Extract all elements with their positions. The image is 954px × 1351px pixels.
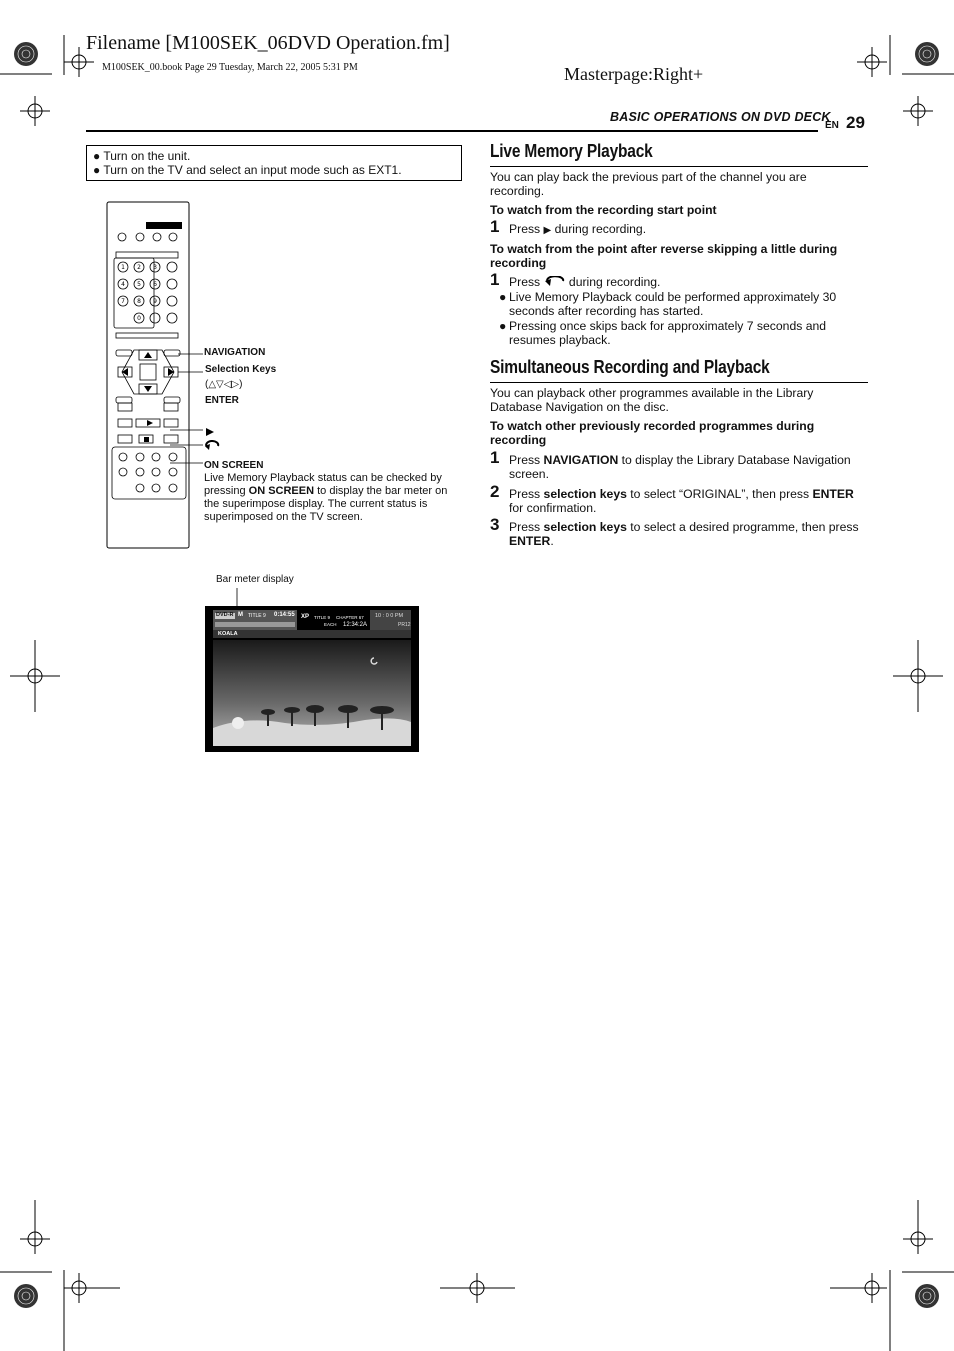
simultaneous-intro: You can playback other programmes available in the Library Database Navigation on the disc. [490,386,814,414]
svg-text:8: 8 [137,298,141,305]
screen-pm: 10 : 0 0 PM [375,613,404,619]
step-number: 1 [490,270,500,289]
simultaneous-sub: To watch other previously recorded programmes during recording [490,419,815,447]
screen-xp: XP [301,614,310,620]
masterpage-label: Masterpage:Right+ [564,64,704,84]
step-number: 1 [490,217,500,236]
heading-rule [490,166,868,167]
prereq-item: ● Turn on the TV and select an input mode such as EXT1. [93,163,402,177]
filename-header: Filename [M100SEK_06DVD Operation.fm] [86,32,450,54]
book-line: M100SEK_00.book Page 29 Tuesday, March 22, 2005 5:31 PM [102,62,358,73]
svg-text:0: 0 [137,315,141,322]
section-title: BASIC OPERATIONS ON DVD DECK [610,110,831,124]
screen-time: 0:14:55 [274,612,295,618]
step-number: 1 [490,448,500,467]
enter-label: ENTER [205,395,239,406]
play-icon: ▶ [543,225,552,236]
on-screen-label: ON SCREEN [204,460,264,471]
screen-disc: DVD-R [216,612,234,618]
screen-clock: 12:34:2A [343,622,368,628]
prerequisite-box [86,145,462,181]
svg-text:6: 6 [153,281,157,288]
simultaneous-step2: Press selection keys to select “ORIGINAL”, then press ENTER for confirmation. [509,487,854,515]
svg-text:3: 3 [153,264,157,271]
simultaneous-heading: Simultaneous Recording and Playback [490,357,770,377]
screen-chapter: CHAPTER 67 [336,615,364,620]
svg-text:7: 7 [121,298,125,305]
bar-meter-caption: Bar meter display [216,574,294,585]
selection-keys-symbols: (△▽◁▷) [205,379,243,390]
svg-text:5: 5 [137,281,141,288]
live-memory-sub1: To watch from the recording start point [490,203,717,217]
screen-title-small: TITLE 9 [248,613,266,619]
svg-text:9: 9 [153,298,157,305]
screen-title: TITLE 9 [314,615,331,620]
remote-leader-lines [170,345,210,475]
skip-back-icon [544,276,566,288]
live-memory-bullet: ● Live Memory Playback could be performed approximately 30 seconds after recording has started. [499,290,837,318]
live-memory-heading: Live Memory Playback [490,141,653,161]
live-memory-intro: You can play back the previous part of the channel you are recording. [490,170,807,198]
heading-rule [490,382,868,383]
page-number: 29 [846,113,865,132]
simultaneous-step3: Press selection keys to select a desired programme, then press ENTER. [509,520,859,548]
step-number: 2 [490,482,500,501]
live-memory-step1: Press ▶ during recording. [509,222,647,236]
live-memory-sub2: To watch from the point after reverse skipping a little during recording [490,242,838,270]
screen-pr: PR12 [398,622,411,628]
step-number: 3 [490,515,500,534]
svg-text:2: 2 [137,264,141,271]
simultaneous-step1: Press NAVIGATION to display the Library Database Navigation screen. [509,453,851,481]
svg-text:1: 1 [121,264,125,271]
on-screen-note: Live Memory Playback status can be checked by pressing ON SCREEN to display the bar meter on the superimpose display. The current status is superimposed on the TV screen. [204,472,448,523]
screen-mode: M [238,612,243,618]
live-memory-bullet: ● Pressing once skips back for approximately 7 seconds and resumes playback. [499,319,827,347]
language-badge: EN [825,120,839,131]
prereq-item: ● Turn on the unit. [93,149,191,163]
selection-keys-label: Selection Keys [205,364,277,375]
live-memory-step2: Press during recording. [509,275,661,289]
skip-back-icon [204,440,222,454]
play-icon [204,426,216,438]
header-rule [86,130,818,132]
navigation-label: NAVIGATION [204,347,266,358]
screen-each: EACH [324,622,337,627]
svg-text:4: 4 [121,281,125,288]
screen-name: KOALA [218,631,238,637]
